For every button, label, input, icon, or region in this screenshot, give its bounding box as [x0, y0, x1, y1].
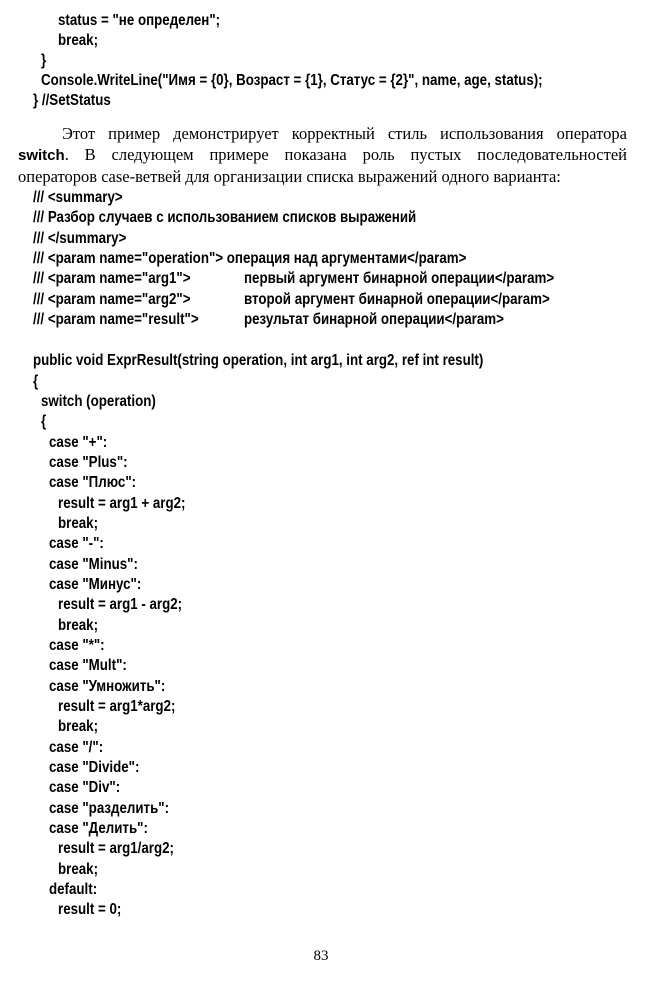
code-line: result = arg1*arg2;	[58, 698, 176, 715]
doc-comment-line: /// <param name="arg2">	[33, 291, 191, 308]
code-line: case "Plus":	[49, 454, 128, 471]
code-line: break;	[58, 718, 99, 735]
code-line: break;	[58, 32, 99, 49]
code-line: break;	[58, 617, 99, 634]
code-line: Console.WriteLine("Имя = {0}, Возраст = {1}, Статус = {2}", name, age, status);	[41, 72, 543, 89]
code-line: case "Минус":	[49, 576, 142, 593]
code-line: case "Mult":	[49, 657, 127, 674]
code-line: case "Делить":	[49, 820, 148, 837]
code-line: result = arg1 - arg2;	[58, 596, 183, 613]
code-line: case "Div":	[49, 779, 121, 796]
code-line: case "/":	[49, 739, 104, 756]
doc-param-description: результат бинарной операции</param>	[244, 311, 504, 328]
code-line: case "+":	[49, 434, 108, 451]
code-line: }	[41, 52, 47, 69]
body-paragraph	[18, 123, 627, 187]
code-line: result = arg1/arg2;	[58, 840, 174, 857]
page-number: 83	[313, 948, 329, 964]
code-line: {	[41, 413, 47, 430]
doc-comment-line: /// <summary>	[33, 189, 123, 206]
code-line: } //SetStatus	[33, 92, 111, 109]
code-line: case "разделить":	[49, 800, 170, 817]
code-line: public void ExprResult(string operation, int arg1, int arg2, ref int result)	[33, 352, 484, 369]
code-line: status = "не определен";	[58, 12, 221, 29]
paragraph-text-1: Этот пример демонстрирует корректный стиль использования оператора	[62, 124, 627, 143]
code-line: result = 0;	[58, 901, 122, 918]
code-line: break;	[58, 515, 99, 532]
paragraph-text-2: . В следующем примере показана роль пустых последовательностей операторов case-ветвей для организации списка выражений одного варианта:	[18, 145, 627, 186]
code-line: case "Divide":	[49, 759, 140, 776]
code-line: {	[33, 373, 39, 390]
doc-comment-line: /// <param name="result">	[33, 311, 199, 328]
code-line: case "Плюс":	[49, 474, 137, 491]
code-line: default:	[49, 881, 98, 898]
doc-param-description: второй аргумент бинарной операции</param>	[244, 291, 550, 308]
code-line: result = arg1 + arg2;	[58, 495, 186, 512]
paragraph-keyword: switch	[18, 147, 65, 164]
code-line: case "-":	[49, 535, 104, 552]
doc-comment-line: /// <param name="operation"> операция над аргументами</param>	[33, 250, 467, 267]
doc-comment-line: /// </summary>	[33, 230, 127, 247]
code-line: case "Minus":	[49, 556, 138, 573]
doc-comment-line: /// Разбор случаев с использованием списков выражений	[33, 209, 417, 226]
code-line: break;	[58, 861, 99, 878]
code-line: case "Умножить":	[49, 678, 166, 695]
code-line: case "*":	[49, 637, 105, 654]
doc-comment-line: /// <param name="arg1">	[33, 270, 191, 287]
doc-param-description: первый аргумент бинарной операции</param>	[244, 270, 555, 287]
code-line: switch (operation)	[41, 393, 156, 410]
